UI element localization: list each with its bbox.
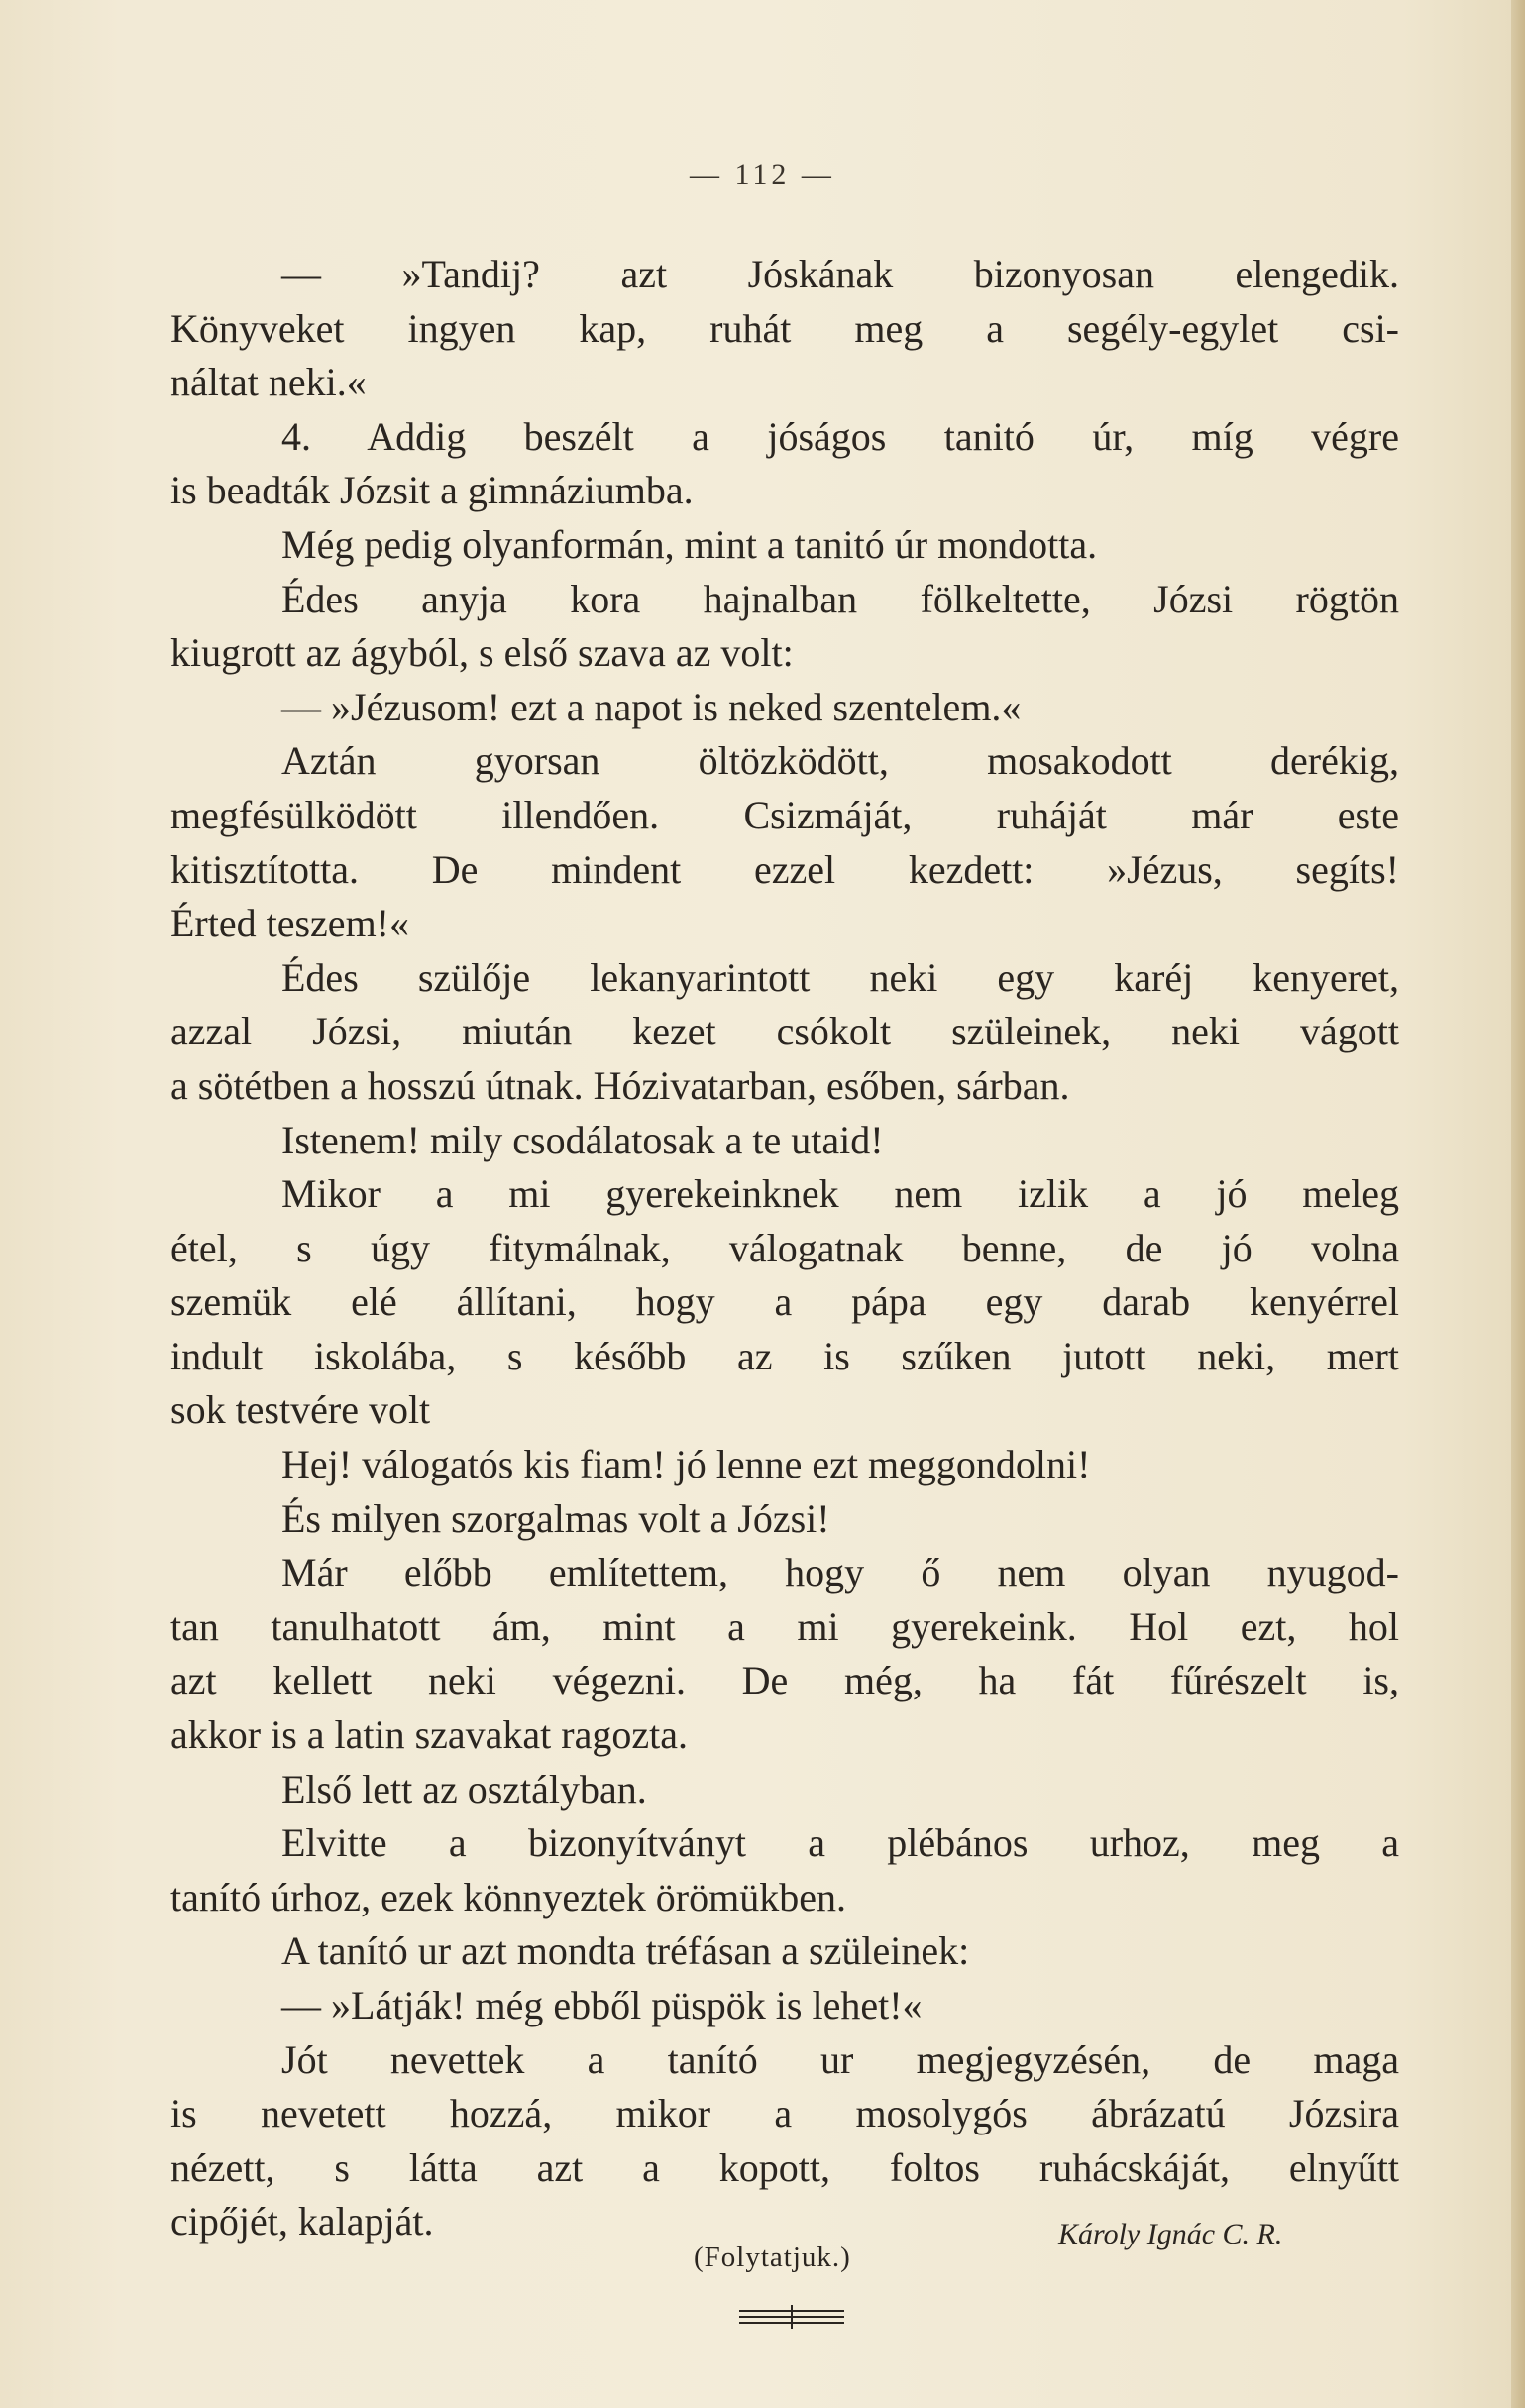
text-line: tanító úrhoz, ezek könnyeztek örömükben. <box>170 1874 846 1919</box>
continued-note: (Folytatjuk.) <box>694 2242 851 2273</box>
text-line: Aztán gyorsan öltözködött, mosakodott derékig, <box>281 738 1399 784</box>
text-line: — »Tandij? azt Jóskának bizonyosan elengedik. <box>281 252 1399 296</box>
text-line: nézett, s látta azt a kopott, foltos ruhácskáját, elnyűtt <box>170 2144 1399 2190</box>
text-line: Istenem! mily csodálatosak a te utaid! <box>281 1117 884 1162</box>
text-line: is beadták Józsit a gimnáziumba. <box>170 468 694 513</box>
text-line: kiugrott az ágyból, s első szava az volt: <box>170 630 794 676</box>
text-line: megfésülködött illendően. Csizmáját, ruháját már este <box>170 792 1399 837</box>
text-line: szemük elé állítani, hogy a pápa egy darab kenyérrel <box>170 1279 1399 1325</box>
text-line: Édes szülője lekanyarintott neki egy karéj kenyeret, <box>281 954 1399 1000</box>
text-line: És milyen szorgalmas volt a Józsi! <box>281 1495 830 1541</box>
text-line: — »Látják! még ebből püspök is lehet!« <box>281 1983 923 2027</box>
text-line: akkor is a latin szavakat ragozta. <box>170 1712 688 1758</box>
text-line: Mikor a mi gyerekeinknek nem izlik a jó meleg <box>281 1171 1399 1217</box>
page-number: — 112 — <box>690 159 835 191</box>
body-text <box>170 248 1399 2249</box>
author-signature: Károly Ignác C. R. <box>1058 2218 1283 2250</box>
text-line: náltat neki.« <box>170 360 367 405</box>
text-line: Elvitte a bizonyítványt a plébános urhoz, meg a <box>281 1820 1399 1866</box>
text-line: azt kellett neki végezni. De még, ha fát fűrészelt is, <box>170 1658 1399 1703</box>
page-edge <box>1511 0 1525 2408</box>
text-line: Jót nevettek a tanító ur megjegyzésén, de maga <box>281 2036 1399 2082</box>
text-line: a sötétben a hosszú útnak. Hózivatarban, esőben, sárban. <box>170 1062 1070 1108</box>
text-line: is nevetett hozzá, mikor a mosolygós ábrázatú Józsira <box>170 2091 1399 2136</box>
text-line: Még pedig olyanformán, mint a tanitó úr mondotta. <box>281 521 1098 567</box>
text-line: 4. Addig beszélt a jóságos tanitó úr, míg végre <box>281 413 1399 459</box>
text-line: Édes anyja kora hajnalban fölkeltette, Józsi rögtön <box>281 576 1399 621</box>
text-line: Már előbb említettem, hogy ő nem olyan nyugod- <box>281 1550 1399 1595</box>
text-line: A tanító ur azt mondta tréfásan a szüleinek: <box>281 1928 970 1974</box>
text-line: étel, s úgy fitymálnak, válogatnak benne, de jó volna <box>170 1225 1399 1270</box>
text-line: Érted teszem!« <box>170 901 409 946</box>
text-line: cipőjét, kalapját. <box>170 2199 434 2244</box>
end-ornament <box>737 2305 846 2329</box>
text-line: — »Jézusom! ezt a napot is neked szentelem.« <box>281 684 1022 729</box>
text-line: azzal Józsi, miután kezet csókolt szüleinek, neki vágott <box>170 1009 1399 1054</box>
text-line: sok testvére volt <box>170 1387 431 1433</box>
text-line: indult iskolába, s később az is szűken jutott neki, mert <box>170 1333 1399 1378</box>
text-line: Hej! válogatós kis fiam! jó lenne ezt meggondolni! <box>281 1442 1091 1487</box>
text-line: Első lett az osztályban. <box>281 1766 647 1811</box>
text-line: Könyveket ingyen kap, ruhát meg a segély-egylet csi- <box>170 305 1399 351</box>
text-line: tan tanulhatott ám, mint a mi gyerekeink. Hol ezt, hol <box>170 1603 1399 1649</box>
text-line: kitisztította. De mindent ezzel kezdett: »Jézus, segíts! <box>170 846 1399 892</box>
